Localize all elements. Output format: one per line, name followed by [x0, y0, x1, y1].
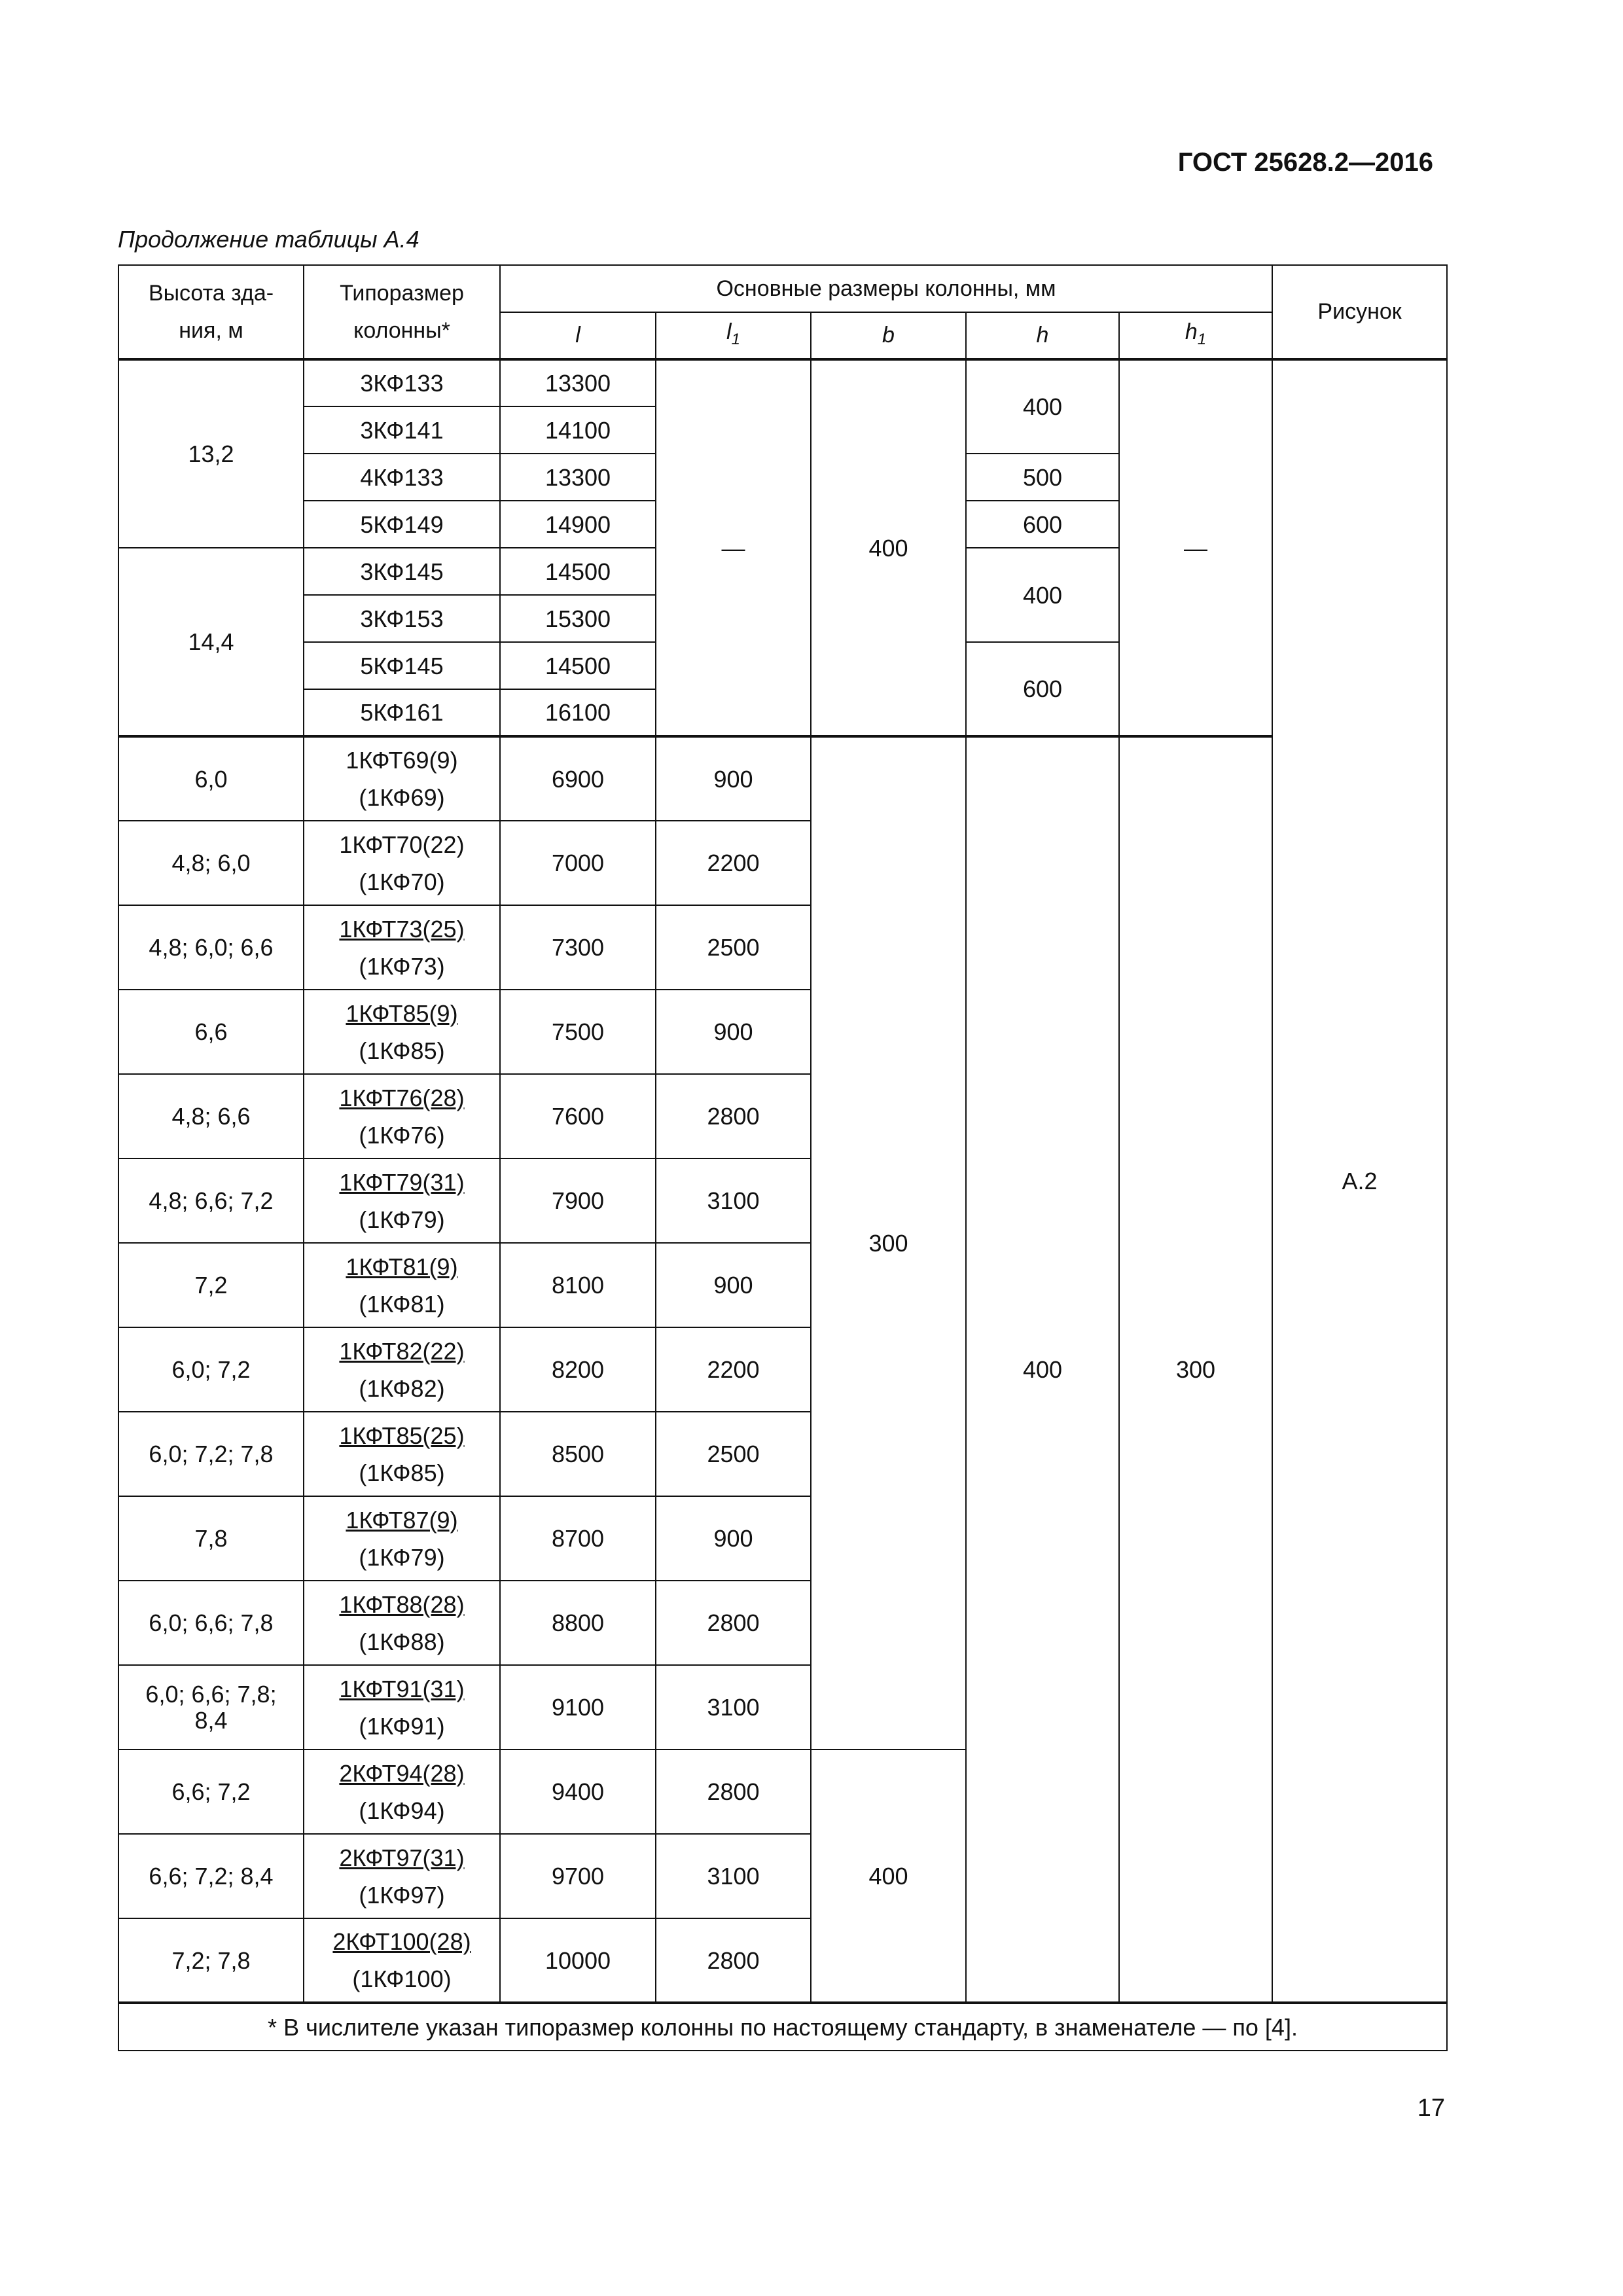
height-cell: 7,2	[118, 1243, 304, 1327]
l1-cell: 900	[656, 990, 811, 1074]
type-cell: 3КФ145	[304, 548, 500, 595]
l-cell: 10000	[500, 1918, 656, 2003]
type-cell: 1КФТ69(9) (1КФ69)	[304, 736, 500, 821]
height-cell: 4,8; 6,6	[118, 1074, 304, 1158]
type-cell: 2КФТ100(28) (1КФ100)	[304, 1918, 500, 2003]
l-cell: 7900	[500, 1158, 656, 1243]
columns-table	[118, 264, 1448, 2051]
h-cell: 600	[966, 642, 1119, 736]
height-cell: 7,8	[118, 1496, 304, 1581]
l-cell: 14500	[500, 548, 656, 595]
type-cell: 1КФТ85(25) (1КФ85)	[304, 1412, 500, 1496]
type-cell: 1КФТ88(28) (1КФ88)	[304, 1581, 500, 1665]
table-footnote: * В числителе указан типоразмер колонны по настоящему стандарту, в знаменателе — по [4].	[118, 2003, 1447, 2051]
type-cell: 3КФ133	[304, 359, 500, 406]
l1-cell: 2500	[656, 1412, 811, 1496]
l-cell: 16100	[500, 689, 656, 736]
document-code: ГОСТ 25628.2—2016	[1177, 148, 1433, 177]
page-number: 17	[1417, 2094, 1445, 2122]
header-type: Типоразмер колонны*	[304, 265, 500, 359]
table-caption: Продолжение таблицы А.4	[118, 226, 419, 253]
b-cell: 400	[811, 1749, 966, 2003]
type-cell: 1КФТ79(31) (1КФ79)	[304, 1158, 500, 1243]
l-cell: 8700	[500, 1496, 656, 1581]
height-cell: 6,0; 6,6; 7,8	[118, 1581, 304, 1665]
type-cell: 5КФ161	[304, 689, 500, 736]
type-cell: 2КФТ94(28) (1КФ94)	[304, 1749, 500, 1834]
h-cell: 600	[966, 501, 1119, 548]
l1-cell: 2800	[656, 1074, 811, 1158]
header-l: l	[500, 312, 656, 359]
h-cell: 400	[966, 736, 1119, 2003]
height-cell: 13,2	[118, 359, 304, 548]
l-cell: 7000	[500, 821, 656, 905]
b-cell: 400	[811, 359, 966, 736]
l-cell: 13300	[500, 359, 656, 406]
type-cell: 3КФ141	[304, 406, 500, 454]
header-height: Высота зда- ния, м	[118, 265, 304, 359]
type-cell: 1КФТ76(28) (1КФ76)	[304, 1074, 500, 1158]
l1-cell: —	[656, 359, 811, 736]
h-cell: 400	[966, 359, 1119, 454]
l-cell: 9700	[500, 1834, 656, 1918]
figure-cell: А.2	[1272, 359, 1447, 2003]
type-cell: 1КФТ82(22) (1КФ82)	[304, 1327, 500, 1412]
l1-cell: 2800	[656, 1749, 811, 1834]
l1-cell: 2200	[656, 1327, 811, 1412]
l-cell: 14900	[500, 501, 656, 548]
l-cell: 7600	[500, 1074, 656, 1158]
l-cell: 8500	[500, 1412, 656, 1496]
l1-cell: 2500	[656, 905, 811, 990]
height-cell: 6,0; 6,6; 7,8; 8,4	[118, 1665, 304, 1749]
l1-cell: 3100	[656, 1834, 811, 1918]
l-cell: 15300	[500, 595, 656, 642]
h-cell: 400	[966, 548, 1119, 642]
header-l1: $l_1$	[656, 312, 811, 359]
type-cell: 1КФТ70(22) (1КФ70)	[304, 821, 500, 905]
header-figure: Рисунок	[1272, 265, 1447, 359]
height-cell: 6,0	[118, 736, 304, 821]
l-cell: 6900	[500, 736, 656, 821]
l-cell: 8200	[500, 1327, 656, 1412]
table-row	[118, 359, 1447, 406]
l1-cell: 2800	[656, 1918, 811, 2003]
l-cell: 7300	[500, 905, 656, 990]
l-cell: 14500	[500, 642, 656, 689]
header-h1: $h_1$	[1119, 312, 1272, 359]
header-b: b	[811, 312, 966, 359]
l-cell: 9400	[500, 1749, 656, 1834]
height-cell: 4,8; 6,6; 7,2	[118, 1158, 304, 1243]
height-cell: 6,6; 7,2	[118, 1749, 304, 1834]
l1-cell: 2800	[656, 1581, 811, 1665]
type-cell: 1КФТ73(25) (1КФ73)	[304, 905, 500, 990]
l1-cell: 2200	[656, 821, 811, 905]
b-cell: 300	[811, 736, 966, 1749]
type-cell: 1КФТ87(9) (1КФ79)	[304, 1496, 500, 1581]
l1-cell: 900	[656, 1243, 811, 1327]
type-cell: 3КФ153	[304, 595, 500, 642]
h-cell: 500	[966, 454, 1119, 501]
l-cell: 14100	[500, 406, 656, 454]
l1-cell: 3100	[656, 1665, 811, 1749]
header-h: h	[966, 312, 1119, 359]
height-cell: 6,0; 7,2	[118, 1327, 304, 1412]
l-cell: 8100	[500, 1243, 656, 1327]
h1-cell: —	[1119, 359, 1272, 736]
height-cell: 4,8; 6,0; 6,6	[118, 905, 304, 990]
type-cell: 5КФ149	[304, 501, 500, 548]
l-cell: 7500	[500, 990, 656, 1074]
type-cell: 1КФТ91(31) (1КФ91)	[304, 1665, 500, 1749]
height-cell: 7,2; 7,8	[118, 1918, 304, 2003]
type-cell: 2КФТ97(31) (1КФ97)	[304, 1834, 500, 1918]
height-cell: 14,4	[118, 548, 304, 736]
type-cell: 1КФТ85(9) (1КФ85)	[304, 990, 500, 1074]
height-cell: 6,6; 7,2; 8,4	[118, 1834, 304, 1918]
height-cell: 6,6	[118, 990, 304, 1074]
height-cell: 4,8; 6,0	[118, 821, 304, 905]
header-dimensions: Основные размеры колонны, мм	[500, 265, 1272, 312]
type-cell: 5КФ145	[304, 642, 500, 689]
l1-cell: 3100	[656, 1158, 811, 1243]
l1-cell: 900	[656, 1496, 811, 1581]
height-cell: 6,0; 7,2; 7,8	[118, 1412, 304, 1496]
l-cell: 8800	[500, 1581, 656, 1665]
type-cell: 1КФТ81(9) (1КФ81)	[304, 1243, 500, 1327]
h1-cell: 300	[1119, 736, 1272, 2003]
type-cell: 4КФ133	[304, 454, 500, 501]
l1-cell: 900	[656, 736, 811, 821]
table-row	[118, 736, 1447, 821]
l-cell: 13300	[500, 454, 656, 501]
l-cell: 9100	[500, 1665, 656, 1749]
